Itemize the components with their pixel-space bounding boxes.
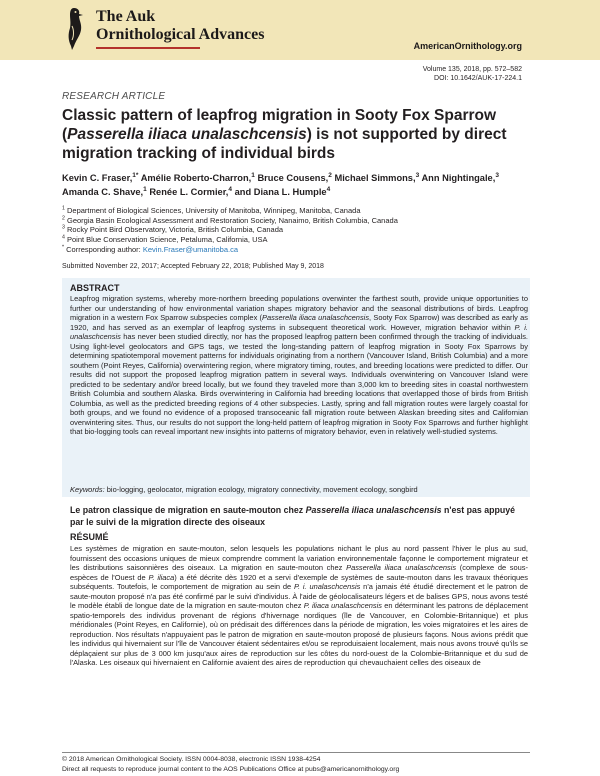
journal-name-line2: Ornithological Advances	[96, 26, 265, 43]
affiliation-number: 2	[62, 215, 65, 222]
keywords-values: bio-logging, geolocator, migration ecology, migratory connectivity, movement ecology, songbird	[104, 485, 418, 494]
affiliation-text: Department of Biological Sciences, University of Manitoba, Winnipeg, Manitoba, Canada	[64, 206, 361, 215]
author-affiliation-marker: 1	[143, 185, 147, 193]
journal-header-band	[0, 0, 600, 60]
affiliation-text: Georgia Basin Ecological Assessment and Restoration Society, Nanaimo, British Columbia, Canada	[64, 215, 398, 225]
abstract-heading: ABSTRACT	[70, 283, 120, 293]
author-name: Bruce Cousens,	[257, 173, 329, 183]
reproduction-requests-line: Direct all requests to reproduce journal content to the AOS Publications Office at pubs@americanornithology.org	[62, 766, 400, 773]
affiliation-item	[62, 225, 532, 235]
corresponding-email-link[interactable]: Kevin.Fraser@umanitoba.ca	[142, 244, 239, 254]
author-list	[62, 172, 532, 199]
keywords-line	[70, 485, 528, 494]
abstract-body: Leapfrog migration systems, whereby more-northern breeding populations overwinter the farthest south, provide unique opportunities to further our understanding of how environmental variation shapes migratory behavior and the seasonal distributions of birds. Leapfrog migration in a western Fox Sparrow subspecies complex (Passerella iliaca unalaschcensis, Sooty Fox Sparrow) was described as early as 1920, and has served as an exemplar of leapfrog systems in subsequent theoretical work. However, migration behavior within P. i. unalaschcensis has never been studied directly, nor has the proposed leapfrog pattern been confirmed through the tracking of individuals. Using light-level geolocators and GPS tags, we tested the long-standing pattern of leapfrog migration in Sooty Fox Sparrows by determining spatiotemporal movement patterns for individuals originating from a northern (Vancouver Island, British Columbia) and a more southern (Point Reyes, California) overwintering region, where migratory timing, routes, and breeding locations were predicted to differ. Our results did not support the proposed leapfrog migration pattern in several ways. Individuals overwintering on Vancouver Island were predicted to be sedentary and/or breed locally, but we found they traveled more than 3,000 km to breeding sites in coastal northwestern British Columbia and southern Alaska. Birds overwintering in California had breeding locations that overlapped those of birds from British Columbia, as well as the predicted breeding regions of 4 other subspecies. Lastly, spring and fall migration routes were largely coastal for both groups, and we found no evidence of a proposed transoceanic fall migration route between Alaskan breeding sites and Californian overwintering sites. Thus, our results do not support the long-held pattern of leapfrog migration in Sooty Fox Sparrows and further highlight that bio-logging tools can reveal important new insights into patterns of migratory behavior, even in relatively well-studied systems.	[70, 294, 528, 437]
author-affiliation-marker: 1	[251, 171, 255, 179]
submission-dates: Submitted November 22, 2017; Accepted February 22, 2018; Published May 9, 2018	[62, 263, 324, 270]
author-affiliation-marker: 3	[415, 171, 420, 179]
footer-divider	[62, 752, 530, 753]
author-name: Amanda C. Shave,	[62, 186, 144, 197]
volume-info: Volume 135, 2018, pp. 572–582	[422, 66, 522, 73]
resume-heading: RÉSUMÉ	[70, 532, 109, 542]
author-affiliation-marker: 1*	[132, 171, 139, 179]
affiliation-item	[62, 216, 532, 226]
author-affiliation-marker: 2	[328, 171, 332, 179]
author-affiliation-marker: 4	[228, 185, 233, 193]
auk-bird-logo-icon	[62, 6, 86, 52]
journal-name-line1: The Auk	[96, 8, 156, 25]
resume-body: Les systèmes de migration en saute-mouton, selon lesquels les populations nichant le plus au nord passent l'hiver le plus au sud, fournissent des occasions uniques de mieux comprendre comment la variation environnementale façonne le comportement migrateur et les distributions saisonnières des oiseaux. La migration en saute-mouton chez Passerella iliaca unalaschcensis (complexe de sous-espèces de l'Ouest de P. iliaca) a été décrite dès 1920 et a servi d'exemple de systèmes de saute-mouton dans les travaux théoriques subséquents. Toutefois, le comportement de migration au sein de P. i. unalaschcensis n'a jamais été étudié directement et le patron de saute-mouton proposé n'a pas été confirmé par le suivi d'individus. À l'aide de géolocalisateurs légers et de balises GPS, nous avons testé le modèle établi de longue date de la migration en saute-mouton chez P. iliaca unalaschcensis en déterminant les patrons de déplacement spatio-temporels des individus provenant de régions d'hivernage nordiques (île de Vancouver, en Colombie-Britannique) et plus méridionales (Point Reyes, en Californie), où on prédisait des différences dans la période de migration, les voies migratoires et les aires de reproduction. Nos résultats n'appuyaient pas le patron de migration en saute-mouton proposé de plusieurs façons. Nous avions prédit que les individus qui hivernaient sur l'île de Vancouver étaient sédentaires et/ou se reproduisaient localement, mais nous avons trouvé qu'ils se déplaçaient sur plus de 3 000 km jusqu'aux aires de reproduction sur les côtes du nord-ouest de la Colombie-Britannique et du sud de l'Alaska. Les oiseaux qui hivernaient en Californie avaient des aires de reproduction qui chevauchaient celles des oiseaux de	[70, 544, 529, 668]
journal-title-rule	[96, 47, 200, 49]
corresponding-label: Corresponding author:	[64, 244, 143, 254]
author-name: Amélie Roberto-Charron,	[140, 173, 252, 183]
article-type-label: RESEARCH ARTICLE	[62, 91, 166, 102]
author-name: Ann Nightingale,	[421, 173, 496, 183]
affiliation-text: Point Blue Conservation Science, Petaluma, California, USA	[64, 235, 268, 245]
corresponding-marker: *	[62, 244, 65, 251]
affiliation-list	[62, 206, 532, 255]
affiliation-text: Rocky Point Bird Observatory, Victoria, British Columbia, Canada	[64, 225, 284, 235]
affiliation-number: 3	[62, 224, 65, 231]
author-name: Renée L. Cormier,	[149, 186, 229, 197]
author-affiliation-marker: 4	[326, 185, 331, 193]
affiliation-item	[62, 235, 532, 245]
affiliation-number: 4	[62, 234, 65, 241]
author-affiliation-marker: 3	[495, 171, 499, 179]
author-name: Michael Simmons,	[334, 173, 416, 183]
french-title: Le patron classique de migration en saute-mouton chez Passerella iliaca unalaschcensis n'est pas appuyé par le suivi de la migration directe des oiseaux	[70, 505, 516, 527]
author-name: and Diana L. Humple	[234, 186, 327, 197]
author-name: Kevin C. Fraser,	[62, 173, 133, 183]
affiliation-number: 1	[62, 205, 65, 212]
corresponding-author	[62, 245, 532, 255]
copyright-line: © 2018 American Ornithological Society. ISSN 0004-8038, electronic ISSN 1938-4254	[62, 756, 321, 763]
journal-website-link[interactable]: AmericanOrnithology.org	[413, 41, 522, 51]
keywords-label: Keywords:	[70, 485, 105, 494]
doi-info: DOI: 10.1642/AUK-17-224.1	[434, 75, 522, 82]
affiliation-item	[62, 206, 532, 216]
article-title: Classic pattern of leapfrog migration in Sooty Fox Sparrow (Passerella iliaca unalaschcensis) is not supported by direct migration tracking of individual birds	[62, 107, 507, 162]
